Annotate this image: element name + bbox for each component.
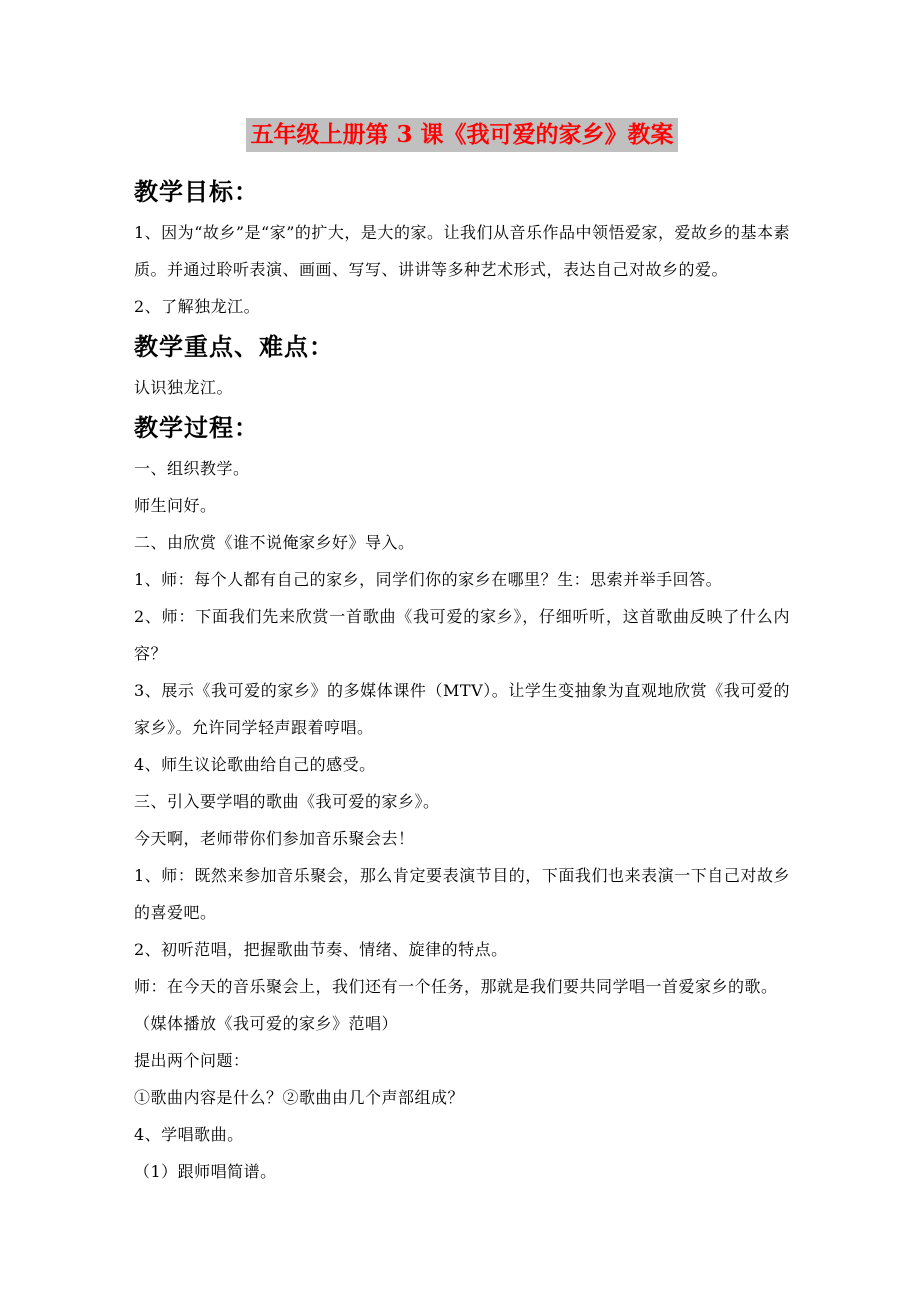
document-body xyxy=(134,170,790,1190)
paragraph: （媒体播放《我可爱的家乡》范唱） xyxy=(134,1014,399,1033)
document-title-text: 五年级上册第 3 课《我可爱的家乡》教案 xyxy=(246,118,677,152)
paragraph: 3、展示《我可爱的家乡》的多媒体课件（MTV）。让学生变抽象为直观地欣赏《我可爱的家乡》。允许同学轻声跟着哼唱。 xyxy=(134,681,790,737)
paragraph: 2、了解独龙江。 xyxy=(134,297,261,316)
paragraph: 认识独龙江。 xyxy=(134,378,234,397)
paragraph: 4、师生议论歌曲给自己的感受。 xyxy=(134,755,376,774)
paragraph: 4、学唱歌曲。 xyxy=(134,1125,244,1144)
paragraph: 师：在今天的音乐聚会上，我们还有一个任务，那就是我们要共同学唱一首爱家乡的歌。 xyxy=(134,977,778,996)
paragraph: 师生问好。 xyxy=(134,496,217,515)
paragraph: ①歌曲内容是什么？②歌曲由几个声部组成？ xyxy=(134,1088,465,1107)
paragraph: 1、师：每个人都有自己的家乡，同学们你的家乡在哪里？生：思索并举手回答。 xyxy=(134,570,723,589)
paragraph: 提出两个问题： xyxy=(134,1051,250,1070)
paragraph: 1、因为“故乡”是“家”的扩大，是大的家。让我们从音乐作品中领悟爱家，爱故乡的基本素质。并通过聆听表演、画画、写写、讲讲等多种艺术形式，表达自己对故乡的爱。 xyxy=(134,223,790,279)
section-heading: 教学目标： xyxy=(134,178,259,206)
section-heading: 教学过程： xyxy=(134,414,259,442)
document-title xyxy=(134,118,790,152)
paragraph: 三、引入要学唱的歌曲《我可爱的家乡》。 xyxy=(134,792,440,811)
paragraph: 今天啊，老师带你们参加音乐聚会去！ xyxy=(134,829,415,848)
section-heading: 教学重点、难点： xyxy=(134,333,334,361)
paragraph: 一、组织教学。 xyxy=(134,459,250,478)
paragraph: 2、师：下面我们先来欣赏一首歌曲《我可爱的家乡》，仔细听听，这首歌曲反映了什么内容？ xyxy=(134,607,790,663)
paragraph: 1、师：既然来参加音乐聚会，那么肯定要表演节目的，下面我们也来表演一下自己对故乡的喜爱吧。 xyxy=(134,866,790,922)
paragraph: 二、由欣赏《谁不说俺家乡好》导入。 xyxy=(134,533,415,552)
paragraph: 2、初听范唱，把握歌曲节奏、情绪、旋律的特点。 xyxy=(134,940,508,959)
paragraph: （1）跟师唱简谱。 xyxy=(134,1162,277,1181)
